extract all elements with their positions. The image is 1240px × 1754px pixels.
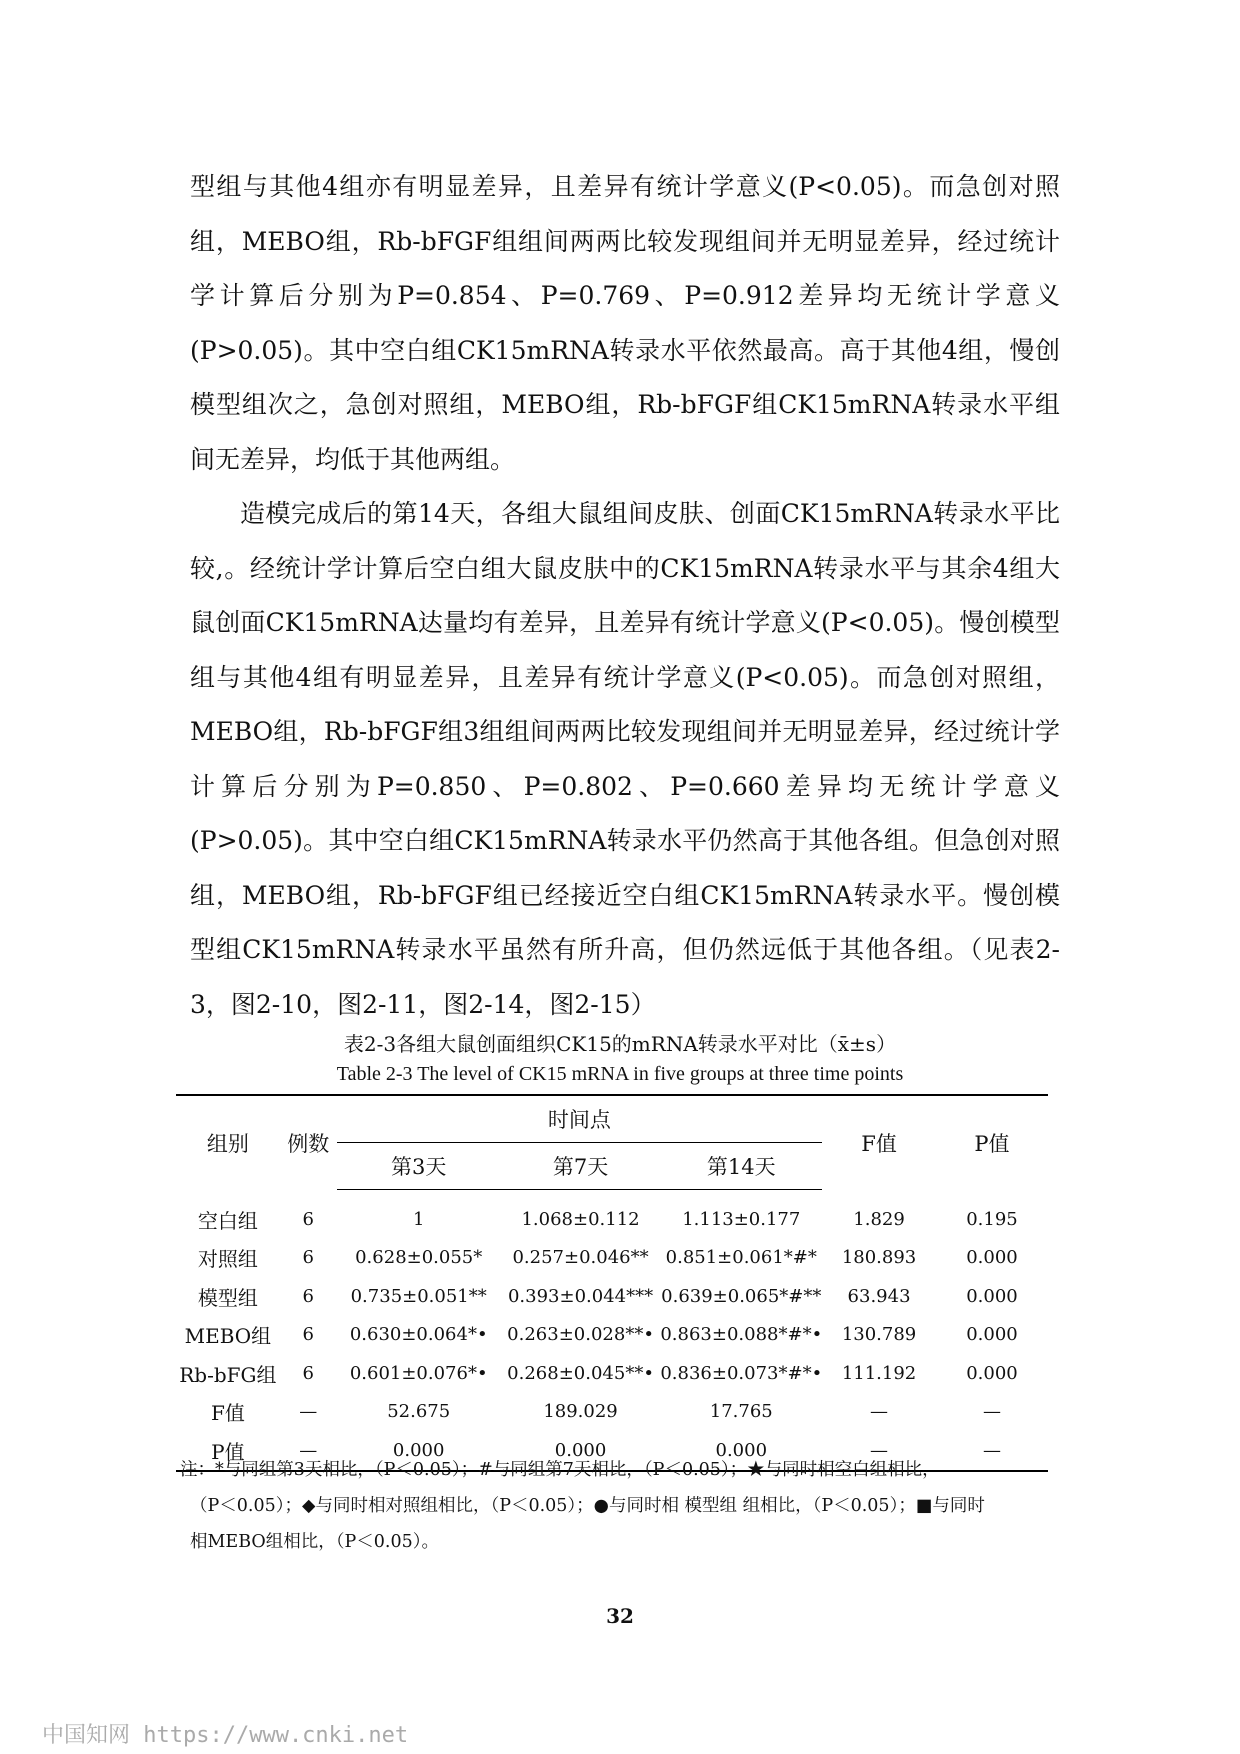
cell-p: — [982,1401,1001,1423]
cell-day14: 17.765 [709,1401,773,1423]
cell-p: — [982,1439,1001,1461]
table-row [176,1316,1048,1355]
cell-p: 0.195 [966,1208,1018,1230]
cell-group: MEBO组 [184,1324,272,1349]
cell-day14: 0.000 [715,1439,768,1461]
cell-n: 6 [302,1324,314,1346]
cell-n: — [299,1401,318,1423]
cell-n: — [299,1439,318,1461]
header-n: 例数 [287,1131,330,1156]
header-p: P值 [974,1131,1010,1156]
cell-day14: 0.639±0.065*#** [661,1285,822,1307]
note-line-1: 注：*与同组第3天相比，（P＜0.05）；#与同组第7天相比，（P＜0.05）；★与同时相空白组相比， [180,1460,940,1480]
cell-group: Rb-bFG组 [179,1362,277,1387]
cell-n: 6 [302,1362,314,1384]
table-caption-en: Table 2-3 The level of CK15 mRNA in five groups at three time points [336,1063,904,1085]
cell-day14: 0.836±0.073*#*• [660,1362,823,1384]
cell-f: — [870,1401,889,1423]
cell-p: 0.000 [966,1247,1018,1269]
cell-day3: 0.630±0.064*• [349,1324,488,1346]
cell-day14: 0.863±0.088*#*• [660,1324,823,1346]
cell-day7: 1.068±0.112 [521,1208,640,1230]
cell-n: 6 [302,1208,314,1230]
cell-day7: 0.000 [554,1439,607,1461]
table-caption-cn: 表2-3各组大鼠创面组织CK15的mRNA转录水平对比（x̄±s） [343,1032,897,1056]
cell-day3: 1 [412,1208,425,1230]
watermark: 中国知网 https://www.cnki.net [42,1723,409,1748]
cell-day14: 0.851±0.061*#* [665,1247,817,1269]
cell-p: 0.000 [966,1362,1018,1384]
cell-day7: 0.268±0.045**• [507,1362,654,1384]
table-note [180,1452,1060,1560]
cell-day7: 189.029 [543,1401,618,1423]
cell-group: 空白组 [197,1208,258,1233]
cell-group: F值 [210,1401,245,1426]
header-group: 组别 [206,1131,249,1156]
cell-f: 63.943 [847,1285,911,1307]
page-number: 32 [606,1604,634,1628]
cell-day3: 0.735±0.051** [350,1285,487,1307]
cell-f: 180.893 [841,1247,917,1269]
header-day14: 第14天 [660,1143,822,1190]
table-row [176,1239,1048,1278]
cell-day3: 0.000 [392,1439,445,1461]
paragraph-1: 型组与其他4组亦有明显差异，且差异有统计学意义(P<0.05)。而急创对照组，MEBO组，Rb-bFGF组组间两两比较发现组间并无明显差异，经过统计学计算后分别为P=0.854、P=0.769、P=0.912差异均无统计学意义(P>0.05)。其中空白组CK15mRNA转录水平依然最高。高于其他4组，慢创模型组次之，急创对照组，MEBO组，Rb-bFGF组CK15mRNA转录水平组间无差异，均低于其他两组。 [190,172,1060,474]
cell-p: 0.000 [966,1324,1018,1346]
cell-day14: 1.113±0.177 [682,1208,801,1230]
cell-day3: 0.601±0.076*• [349,1362,488,1384]
table-row [176,1190,1048,1239]
table-row [176,1393,1048,1432]
cell-day7: 0.393±0.044*** [507,1285,654,1307]
header-f: F值 [861,1131,897,1156]
header-day3: 第3天 [337,1143,501,1190]
body-text [190,160,1060,1032]
cell-group: 模型组 [197,1285,258,1310]
note-line-2: （P＜0.05）；◆与同时相对照组相比，（P＜0.05）；●与同时相 模型组 组相比，（P＜0.05）；■与同时 [190,1496,985,1516]
cell-group: P值 [211,1439,245,1464]
data-table [176,1094,1048,1472]
cell-n: 6 [302,1247,314,1269]
cell-day7: 0.257±0.046** [512,1247,649,1269]
header-day7: 第7天 [501,1143,661,1190]
cell-n: 6 [302,1285,314,1307]
cell-f: 130.789 [841,1324,917,1346]
cell-group: 对照组 [197,1247,258,1272]
cell-f: 111.192 [841,1362,917,1384]
cell-day3: 0.628±0.055* [355,1247,483,1269]
paragraph-2: 造模完成后的第14天，各组大鼠组间皮肤、创面CK15mRNA转录水平比较,。经统计学计算后空白组大鼠皮肤中的CK15mRNA转录水平与其余4组大鼠创面CK15mRNA达量均有差异，且差异有统计学意义(P<0.05)。慢创模型组与其他4组有明显差异，且差异有统计学意义(P<0.05)。而急创对照组，MEBO组，Rb-bFGF组3组组间两两比较发现组间并无明显差异，经过统计学计算后分别为P=0.850、P=0.802、P=0.660差异均无统计学意义(P>0.05)。其中空白组CK15mRNA转录水平仍然高于其他各组。但急创对照组，MEBO组，Rb-bFGF组已经接近空白组CK15mRNA转录水平。慢创模型组CK15mRNA转录水平虽然有所升高，但仍然远低于其他各组。（见表2-3，图2-10，图2-11，图2-14，图2-15） [190,499,1060,1019]
table-row [176,1277,1048,1316]
cell-p: 0.000 [966,1285,1018,1307]
cell-f: 1.829 [853,1208,905,1230]
cell-day7: 0.263±0.028**• [507,1324,654,1346]
note-line-3: 相MEBO组相比，（P＜0.05）。 [190,1532,439,1552]
header-time: 时间点 [337,1095,823,1143]
cell-day3: 52.675 [387,1401,451,1423]
cell-f: — [870,1439,889,1461]
table-row [176,1354,1048,1393]
